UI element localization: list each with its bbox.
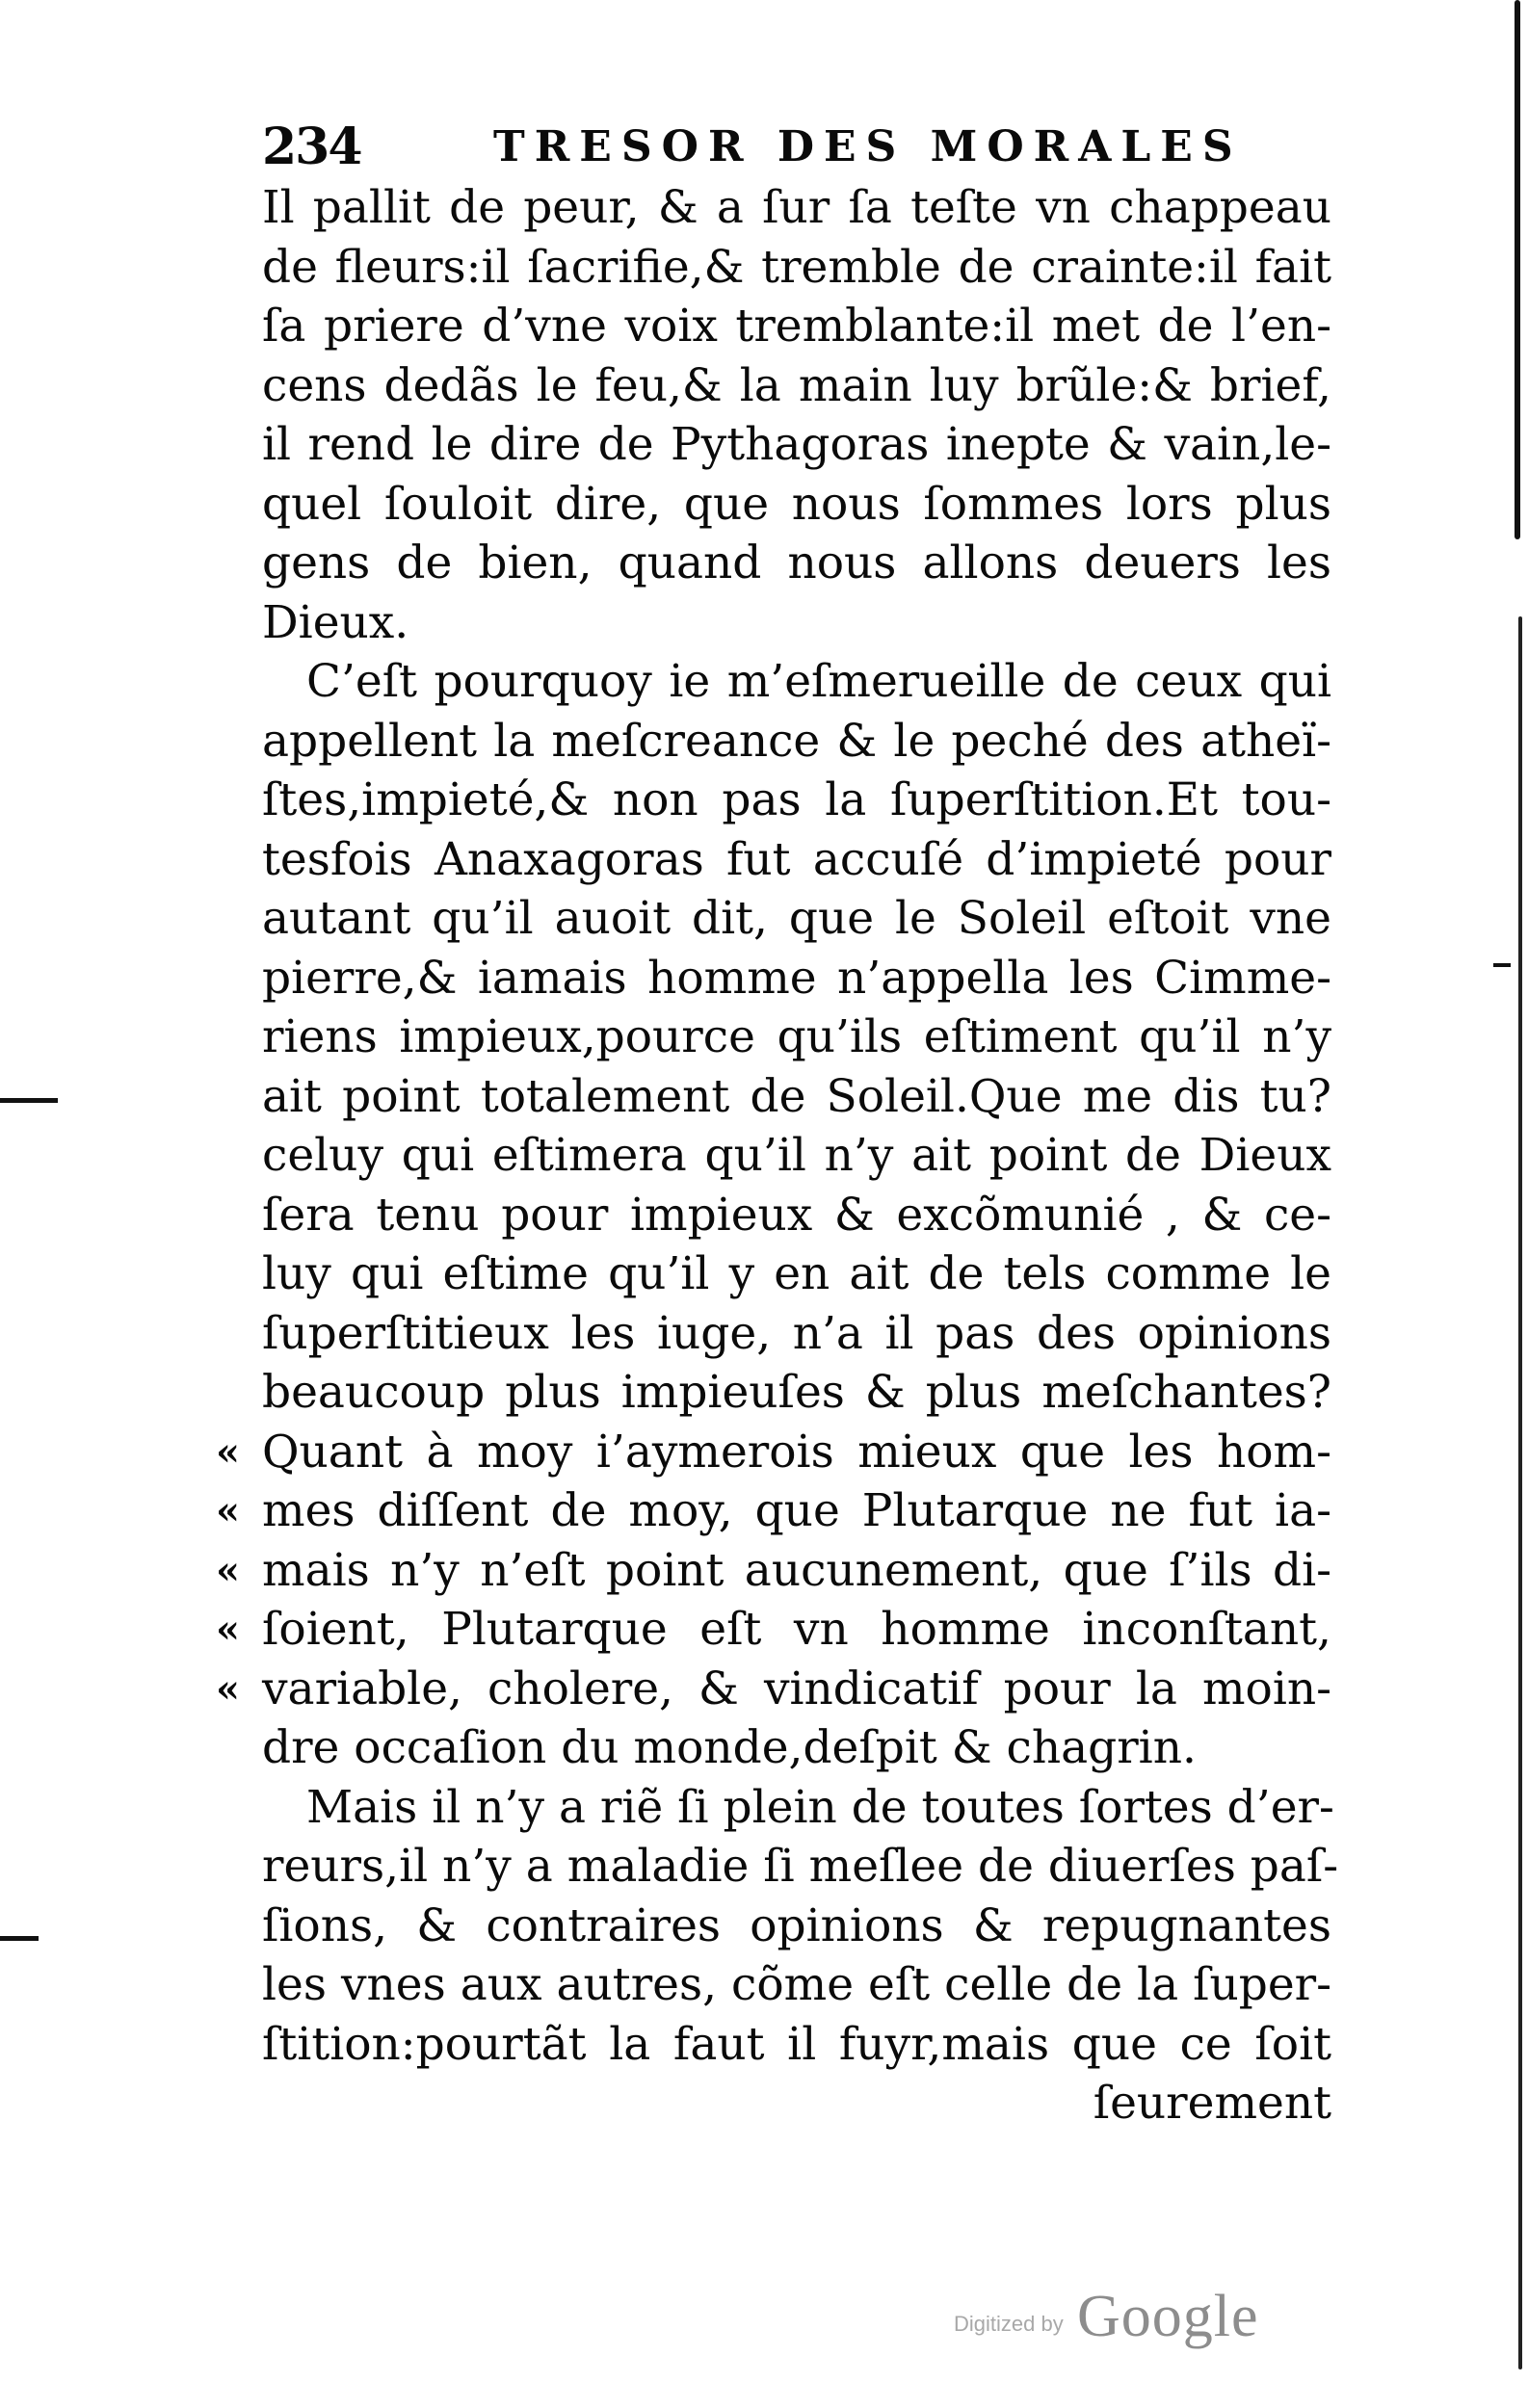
text-line: beaucoup plus impieuſes & plus meſchantes? (262, 1366, 1331, 1419)
text-line: Dieux. (262, 595, 409, 649)
quoted-line: « ſoient, Plutarque eſt vn homme inconſtant, (262, 1600, 1331, 1660)
google-logo: Google (1077, 2284, 1259, 2349)
text-line: riens impieux,pource qu’ils eſtiment qu’il n’y (262, 1010, 1331, 1063)
text-line: ſa priere d’vne voix tremblante:il met de l’en- (262, 300, 1331, 353)
watermark-prefix: Digitized by (954, 2312, 1064, 2336)
text-line: ſtition:pourtãt la faut il fuyr,mais que ce ſoit (262, 2017, 1331, 2071)
text-line: celuy qui eſtimera qu’il n’y ait point de Dieux (262, 1129, 1331, 1182)
margin-mark (0, 1098, 58, 1103)
text-line: ſuperſtitieux les iuge, n’a il pas des opinions (262, 1306, 1331, 1360)
text-line: Il pallit de peur, & a ſur ſa teſte vn chappeau (262, 181, 1331, 234)
text-line: ſions, & contraires opinions & repugnantes (262, 1898, 1331, 1952)
running-header (262, 114, 1341, 181)
quoted-line: « variable, cholere, & vindicatif pour la moin- (262, 1660, 1331, 1719)
text-line: les vnes aux autres, cõme eſt celle de la ſuper- (262, 1958, 1331, 2011)
text-line: ait point totalement de Soleil.Que me dis tu? (262, 1069, 1331, 1123)
quoted-line: « Quant à moy i’aymerois mieux que les hom- (262, 1423, 1331, 1482)
text-line: Mais il n’y a riẽ ſi plein de toutes ſortes d’er- (306, 1780, 1334, 1834)
quoted-line: « mes diſſent de moy, que Plutarque ne fut ia- (262, 1481, 1331, 1541)
catchword: ſeurement (1093, 2077, 1331, 2130)
body-text (262, 178, 1339, 2133)
text-line: reurs,il n’y a maladie ſi meſlee de diuerſes paſ- (262, 1840, 1339, 1893)
page-edge-shadow-lower (1518, 616, 1522, 2369)
page-number: 234 (262, 118, 361, 176)
text-line: appellent la meſcreance & le peché des atheï- (262, 714, 1331, 768)
text-line: quel ſouloit dire, que nous ſommes lors plus (262, 477, 1331, 531)
text-line: dre occaſion du monde,deſpit & chagrin. (262, 1721, 1197, 1774)
page-edge-shadow (1515, 0, 1520, 539)
text-line: gens de bien, quand nous allons deuers les (262, 537, 1331, 589)
text-line: tesfois Anaxagoras fut accuſé d’impieté pour (262, 832, 1331, 886)
quoted-line: « mais n’y n’eſt point aucunement, que ſ’ils di- (262, 1541, 1331, 1601)
text-line: autant qu’il auoit dit, que le Soleil eſtoit vne (262, 892, 1331, 945)
text-line: C’eſt pourquoy ie m’eſmerueille de ceux qui (306, 655, 1331, 708)
text-line: de fleurs:il ſacrifie,& tremble de crainte:il fait (262, 240, 1331, 294)
text-line: pierre,& iamais homme n’appella les Cimme- (262, 951, 1331, 1005)
text-line: luy qui eſtime qu’il y en ait de tels comme le (262, 1247, 1331, 1300)
text-line: ſtes,impieté,& non pas la ſuperſtition.Et tou- (262, 773, 1331, 826)
digitized-watermark (954, 2283, 1339, 2360)
text-line: il rend le dire de Pythagoras inepte & vain,le- (262, 418, 1331, 471)
text-line: ſera tenu pour impieux & excõmunié , & ce- (262, 1188, 1331, 1242)
text-line: cens dedãs le feu,& la main luy brũle:& brief, (262, 358, 1331, 412)
margin-mark (0, 1936, 39, 1941)
running-title: TRESOR DES MORALES (493, 122, 1243, 171)
margin-mark (1493, 963, 1511, 967)
